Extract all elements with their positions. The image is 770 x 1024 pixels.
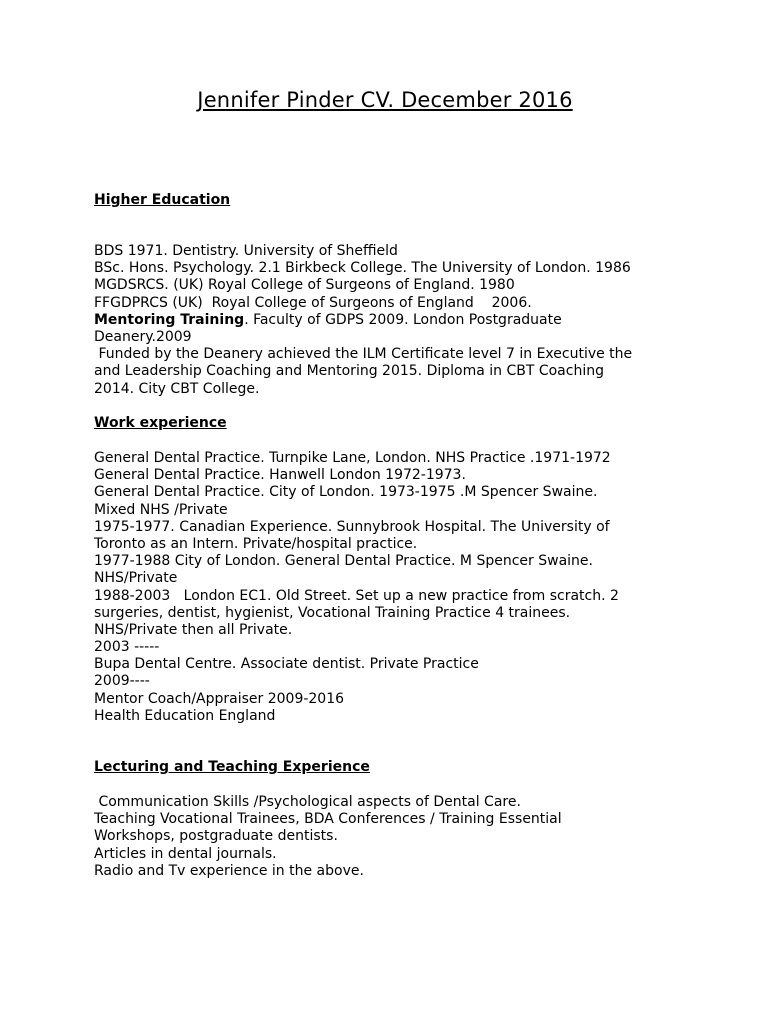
education-line: and Leadership Coaching and Mentoring 2015. Diploma in CBT Coaching xyxy=(94,363,604,380)
work-line: 1975-1977. Canadian Experience. Sunnybrook Hospital. The University of xyxy=(94,518,610,535)
mentoring-training-text: . Faculty of GDPS 2009. London Postgraduate xyxy=(244,311,562,328)
work-line: 2009---- xyxy=(94,673,150,690)
education-line: Funded by the Deanery achieved the ILM Certificate level 7 in Executive the xyxy=(94,346,633,363)
education-line: 2014. City CBT College. xyxy=(94,380,260,397)
education-line: BSc. Hons. Psychology. 2.1 Birkbeck College. The University of London. 1986 xyxy=(94,260,631,277)
section-heading-higher-education: Higher Education xyxy=(94,192,231,208)
work-line: NHS/Private xyxy=(94,570,178,587)
work-line: General Dental Practice. Hanwell London 1972-1973. xyxy=(94,467,466,484)
mentoring-training-label: Mentoring Training xyxy=(94,311,245,328)
lecturing-line: Communication Skills /Psychological aspects of Dental Care. xyxy=(94,794,521,810)
section-heading-lecturing: Lecturing and Teaching Experience xyxy=(94,759,370,775)
lecturing-line: Teaching Vocational Trainees, BDA Conferences / Training Essential xyxy=(94,811,562,828)
work-line: NHS/Private then all Private. xyxy=(94,621,293,638)
section-heading-work-experience: Work experience xyxy=(94,415,227,431)
work-line: Bupa Dental Centre. Associate dentist. Private Practice xyxy=(94,656,479,673)
education-line: FFGDPRCS (UK) Royal College of Surgeons of England 2006. xyxy=(94,294,532,311)
work-line: 1988-2003 London EC1. Old Street. Set up a new practice from scratch. 2 xyxy=(94,587,619,604)
education-line: MGDSRCS. (UK) Royal College of Surgeons of England. 1980 xyxy=(94,277,515,294)
lecturing-line: Articles in dental journals. xyxy=(94,845,277,862)
lecturing-list xyxy=(94,794,694,880)
work-line: General Dental Practice. Turnpike Lane, London. NHS Practice .1971-1972 xyxy=(94,450,611,466)
work-line: Health Education England xyxy=(94,707,276,724)
work-line: 1977-1988 City of London. General Dental Practice. M Spencer Swaine. xyxy=(94,553,593,570)
work-line: 2003 ----- xyxy=(94,639,160,656)
work-line: General Dental Practice. City of London. 1973-1975 .M Spencer Swaine. xyxy=(94,484,598,501)
lecturing-line: Radio and Tv experience in the above. xyxy=(94,862,364,879)
work-experience-list xyxy=(94,450,694,725)
work-line: Mixed NHS /Private xyxy=(94,501,228,518)
work-line: Toronto as an Intern. Private/hospital practice. xyxy=(94,535,418,552)
document-title: Jennifer Pinder CV. December 2016 xyxy=(197,88,573,112)
education-line: BDS 1971. Dentistry. University of Sheffield xyxy=(94,243,398,259)
mentoring-training-line xyxy=(94,312,694,329)
work-line: Mentor Coach/Appraiser 2009-2016 xyxy=(94,690,345,707)
education-line: Deanery.2009 xyxy=(94,328,192,345)
higher-education-list xyxy=(94,243,694,398)
lecturing-line: Workshops, postgraduate dentists. xyxy=(94,828,338,845)
work-line: surgeries, dentist, hygienist, Vocational Training Practice 4 trainees. xyxy=(94,604,571,621)
